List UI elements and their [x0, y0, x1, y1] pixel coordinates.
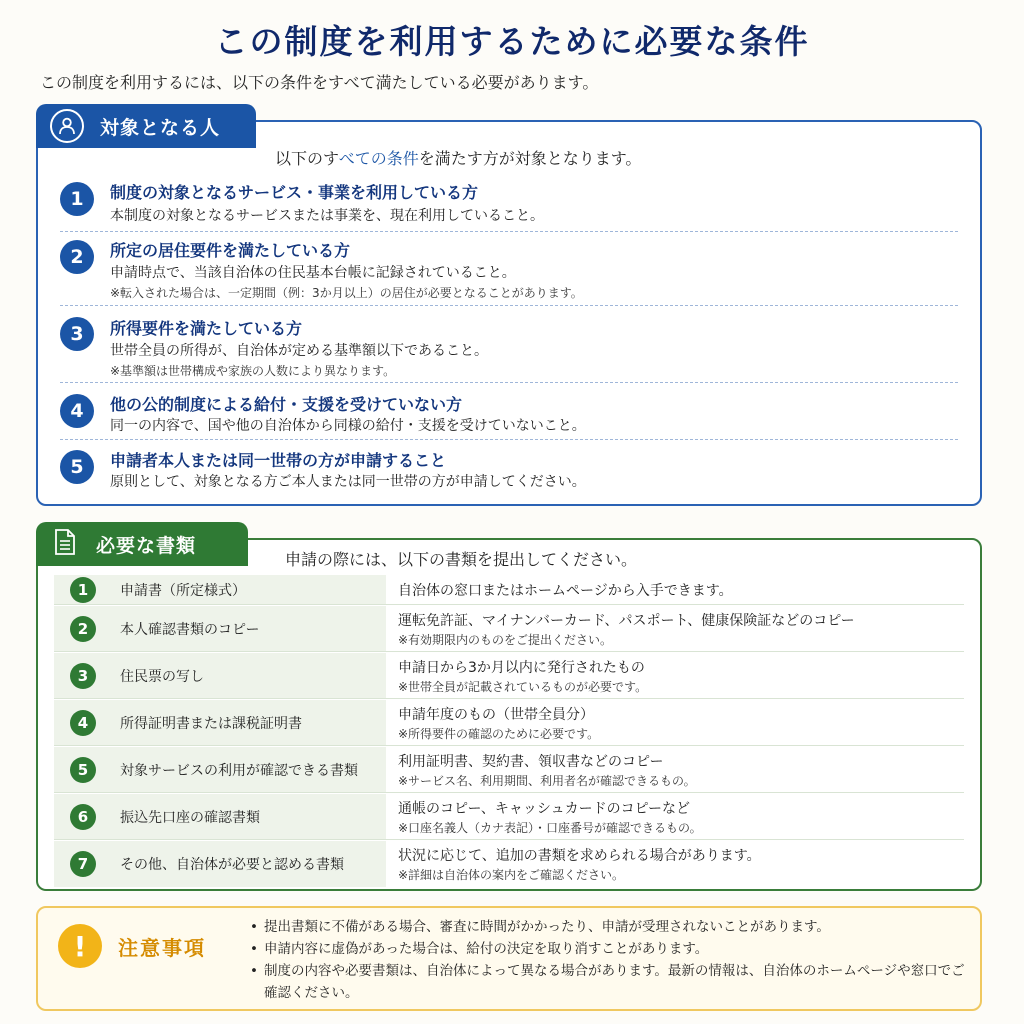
person-icon — [50, 109, 84, 143]
document-name-cell — [54, 747, 386, 793]
document-note: ※詳細は自治体の案内をご確認ください。 — [398, 868, 625, 882]
document-name-cell — [54, 606, 386, 652]
document-name-cell — [54, 653, 386, 699]
caution-item: • 申請内容に虚偽があった場合は、給付の決定を取り消すことがあります。 — [250, 938, 970, 960]
lead-text: 以下のす — [275, 149, 339, 168]
lead-text: を満たす方が対象となります。 — [418, 149, 642, 168]
caution-section — [36, 906, 982, 1011]
document-note: ※所得要件の確認のために必要です。 — [398, 727, 600, 741]
documents-lead: 申請の際には、以下の書類を提出してください。 — [285, 550, 638, 569]
document-desc-cell — [386, 794, 964, 840]
number-badge: 1 — [70, 577, 96, 603]
table-row — [54, 794, 964, 840]
condition-item — [60, 178, 958, 232]
caution-item: • 提出書類に不備がある場合、審査に時間がかかったり、申請が受理されないことがあります。 — [250, 916, 970, 938]
condition-title: 他の公的制度による給付・支援を受けていない方 — [110, 395, 463, 414]
caution-label: 注意事項 — [118, 936, 206, 960]
document-desc-cell — [386, 575, 964, 605]
number-badge: 1 — [60, 182, 94, 216]
condition-body: 同一の内容で、国や他の自治体から同様の給付・支援を受けていないこと。 — [110, 418, 586, 434]
documents-tab-label: 必要な書類 — [96, 534, 197, 557]
document-note: ※口座名義人（カナ表記）・口座番号が確認できるもの。 — [398, 821, 702, 835]
document-note: ※有効期限内のものをご提出ください。 — [398, 633, 613, 647]
intro-text: この制度を利用するには、以下の条件をすべて満たしている必要があります。 — [40, 73, 599, 92]
document-name: その他、自治体が必要と認める書類 — [120, 857, 344, 873]
condition-item — [60, 390, 958, 440]
document-note: ※サービス名、利用期間、利用者名が確認できるもの。 — [398, 774, 696, 788]
table-row — [54, 700, 964, 746]
condition-body: 申請時点で、当該自治体の住民基本台帳に記録されていること。 — [110, 265, 516, 281]
condition-item — [60, 446, 958, 494]
condition-note: ※基準額は世帯構成や家族の人数により異なります。 — [110, 364, 396, 378]
lead-highlight: べての条件 — [338, 149, 419, 168]
document-name-cell — [54, 575, 386, 605]
document-desc: 利用証明書、契約書、領収書などのコピー — [398, 754, 664, 770]
document-icon — [54, 528, 76, 560]
document-desc: 状況に応じて、追加の書類を求められる場合があります。 — [398, 848, 761, 864]
documents-tab — [36, 522, 248, 566]
eligibility-tab-label: 対象となる人 — [100, 116, 221, 139]
document-desc: 申請日から3か月以内に発行されたもの — [398, 660, 645, 676]
number-badge: 6 — [70, 804, 96, 830]
table-row — [54, 575, 964, 605]
number-badge: 3 — [70, 663, 96, 689]
table-row — [54, 841, 964, 887]
caution-item: • 制度の内容や必要書類は、自治体によって異なる場合があります。最新の情報は、自治体のホームページや窓口でご確認ください。 — [250, 960, 970, 1004]
condition-title: 制度の対象となるサービス・事業を利用している方 — [110, 183, 479, 202]
document-note: ※世帯全員が記載されているものが必要です。 — [398, 680, 648, 694]
table-row — [54, 653, 964, 699]
page-title: この制度を利用するために必要な条件 — [214, 22, 810, 61]
number-badge: 5 — [60, 450, 94, 484]
document-name-cell — [54, 794, 386, 840]
document-name: 本人確認書類のコピー — [120, 621, 260, 638]
document-desc: 通帳のコピー、キャッシュカードのコピーなど — [398, 801, 691, 817]
number-badge: 4 — [70, 710, 96, 736]
eligibility-tab — [36, 104, 256, 148]
table-row — [54, 606, 964, 652]
condition-body: 本制度の対象となるサービスまたは事業を、現在利用していること。 — [110, 208, 544, 224]
document-name: 所得証明書または課税証明書 — [120, 715, 302, 732]
table-row — [54, 747, 964, 793]
condition-item — [60, 313, 958, 383]
caution-list — [250, 916, 970, 1004]
document-name: 住民票の写し — [120, 668, 204, 685]
number-badge: 5 — [70, 757, 96, 783]
document-desc: 自治体の窓口またはホームページから入手できます。 — [398, 583, 733, 599]
number-badge: 3 — [60, 317, 94, 351]
document-name-cell — [54, 841, 386, 887]
document-desc-cell — [386, 841, 964, 887]
condition-note: ※転入された場合は、一定期間（例：3か月以上）の居住が必要となることがあります。 — [110, 286, 583, 300]
document-desc: 運転免許証、マイナンバーカード、パスポート、健康保険証などのコピー — [398, 613, 855, 629]
document-desc-cell — [386, 747, 964, 793]
number-badge: 2 — [70, 616, 96, 642]
condition-body: 原則として、対象となる方ご本人または同一世帯の方が申請してください。 — [110, 474, 586, 490]
condition-title: 申請者本人または同一世帯の方が申請すること — [110, 451, 447, 470]
document-desc-cell — [386, 700, 964, 746]
document-desc: 申請年度のもの（世帯全員分） — [398, 707, 594, 723]
document-desc-cell — [386, 653, 964, 699]
document-name: 対象サービスの利用が確認できる書類 — [120, 762, 358, 779]
number-badge: 4 — [60, 394, 94, 428]
condition-title: 所定の居住要件を満たしている方 — [110, 241, 351, 260]
document-name: 申請書（所定様式） — [120, 582, 246, 599]
number-badge: 2 — [60, 240, 94, 274]
document-desc-cell — [386, 606, 964, 652]
condition-item — [60, 236, 958, 306]
condition-body: 世帯全員の所得が、自治体が定める基準額以下であること。 — [110, 343, 488, 359]
eligibility-lead — [275, 146, 641, 169]
exclamation-icon: ! — [58, 924, 102, 968]
document-name-cell — [54, 700, 386, 746]
number-badge: 7 — [70, 851, 96, 877]
condition-title: 所得要件を満たしている方 — [110, 319, 303, 338]
document-name: 振込先口座の確認書類 — [120, 809, 260, 826]
